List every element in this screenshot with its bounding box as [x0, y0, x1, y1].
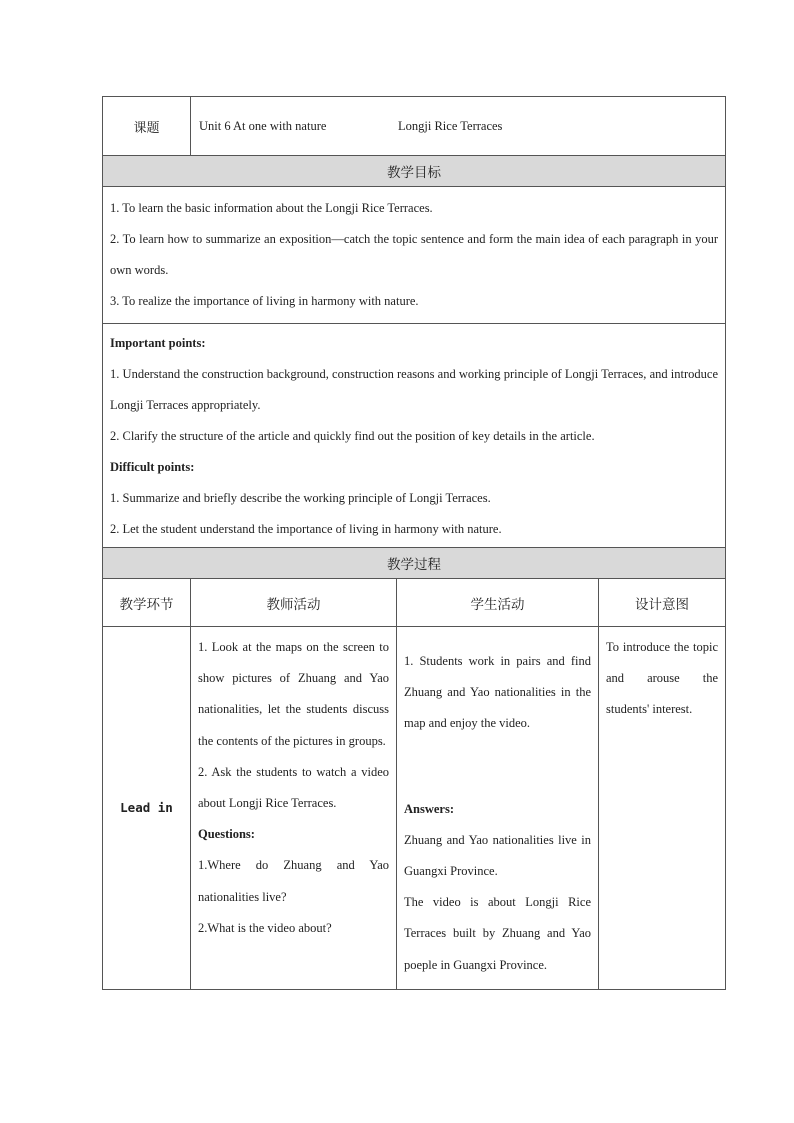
important-point-item: 2. Clarify the structure of the article and quickly find out the position of key details in the article. — [110, 429, 595, 443]
answer-item: The video is about Longji Rice Terraces built by Zhuang and Yao poeple in Guangxi Province. — [404, 895, 591, 972]
student-step: 1. Students work in pairs and find Zhuang and Yao nationalities in the map and enjoy the video. — [404, 654, 591, 731]
lead-in-row — [103, 627, 726, 990]
title-value — [191, 97, 726, 156]
process-header: 教学过程 — [103, 548, 726, 579]
process-columns-row — [103, 579, 726, 627]
unit-title: Unit 6 At one with nature — [199, 118, 327, 133]
answers-heading: Answers: — [404, 801, 454, 816]
teacher-step: 1. Look at the maps on the screen to show pictures of Zhuang and Yao nationalities, let the students discuss the contents of the pictures in groups. — [198, 640, 389, 748]
important-point-item: 1. Understand the construction background, construction reasons and working principle of Longji Terraces, and introduce Longji Terraces appropriately. — [110, 367, 718, 412]
teacher-step: 2. Ask the students to watch a video about Longji Rice Terraces. — [198, 764, 389, 811]
questions-heading: Questions: — [198, 827, 255, 842]
objective-item: 2. To learn how to summarize an exposition—catch the topic sentence and form the main idea of each paragraph in your own words. — [110, 232, 718, 277]
question-item: 1.Where do Zhuang and Yao nationalities live? — [198, 858, 389, 904]
objectives-cell — [103, 187, 726, 324]
difficult-point-item: 1. Summarize and briefly describe the working principle of Longji Terraces. — [110, 491, 491, 505]
key-points-cell — [103, 324, 726, 548]
column-header-intent: 设计意图 — [599, 579, 726, 627]
difficult-points-heading: Difficult points: — [110, 460, 195, 474]
teacher-activity-cell — [191, 627, 397, 990]
objectives-header-row — [103, 156, 726, 187]
title-row — [103, 97, 726, 156]
lesson-title: Longji Rice Terraces — [398, 118, 503, 133]
answer-item: Zhuang and Yao nationalities live in Guangxi Province. — [404, 832, 591, 879]
design-intent-cell — [599, 627, 726, 990]
difficult-point-item: 2. Let the student understand the importance of living in harmony with nature. — [110, 522, 502, 536]
student-activity-cell — [397, 627, 599, 990]
stage-lead-in: Lead in — [103, 627, 191, 990]
process-header-row — [103, 548, 726, 579]
title-label: 课题 — [103, 97, 191, 156]
objective-item: 1. To learn the basic information about the Longji Rice Terraces. — [110, 201, 433, 215]
column-header-teacher: 教师活动 — [191, 579, 397, 627]
key-points-row — [103, 324, 726, 548]
column-header-stage: 教学环节 — [103, 579, 191, 627]
objective-item: 3. To realize the importance of living in harmony with nature. — [110, 294, 419, 308]
objectives-header: 教学目标 — [103, 156, 726, 187]
column-header-student: 学生活动 — [397, 579, 599, 627]
objectives-row — [103, 187, 726, 324]
design-intent-text: To introduce the topic and arouse the students' interest. — [606, 640, 718, 717]
question-item: 2.What is the video about? — [198, 920, 332, 935]
lesson-plan-table — [102, 96, 726, 990]
important-points-heading: Important points: — [110, 336, 206, 350]
